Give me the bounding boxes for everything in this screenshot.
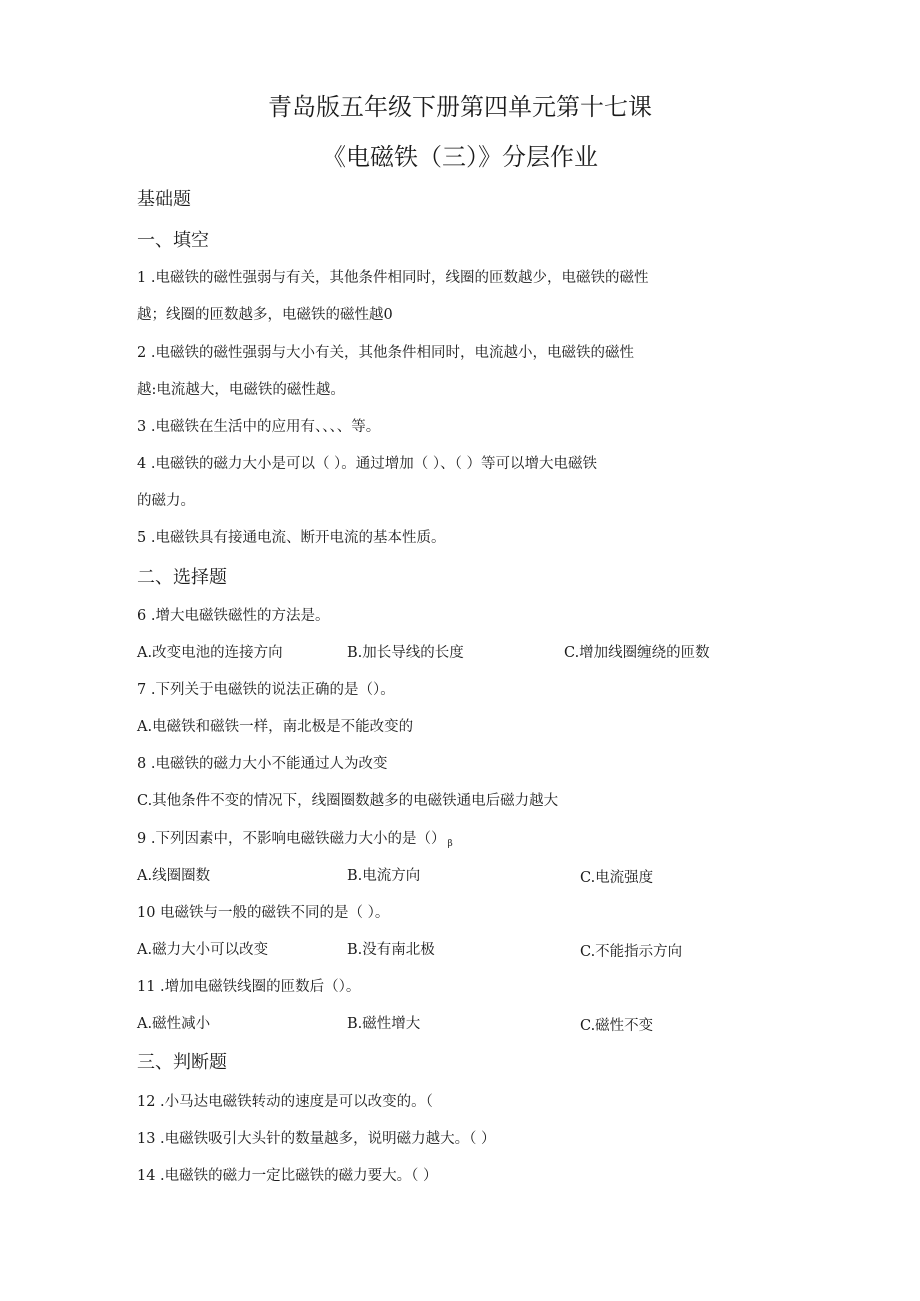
- section-judge-heading: 三、判断题: [137, 1052, 227, 1073]
- question-10-option-a: A.磁力大小可以改变: [137, 942, 269, 958]
- question-6-option-c: C.增加线圈缠绕的匝数: [564, 645, 710, 661]
- question-9-text: 9 .下列因素中，不影响电磁铁磁力大小的是（）: [137, 831, 446, 847]
- question-6-option-a: A.改变电池的连接方向: [137, 645, 283, 661]
- question-10-option-c: C.不能指示方向: [580, 944, 683, 960]
- question-7: 7 .下列关于电磁铁的说法正确的是（）。: [137, 682, 395, 698]
- question-14: 14 .电磁铁的磁力一定比磁铁的磁力要大。（ ）: [137, 1168, 438, 1184]
- question-6: 6 .增大电磁铁磁性的方法是。: [137, 608, 330, 624]
- question-8-option-c: C.其他条件不变的情况下，线圈圈数越多的电磁铁通电后磁力越大: [137, 793, 559, 809]
- question-2-line-2: 越:电流越大，电磁铁的磁性越。: [137, 382, 345, 398]
- question-9-mark: β: [447, 839, 453, 849]
- question-6-option-b: B.加长导线的长度: [347, 645, 464, 661]
- question-12: 12 .小马达电磁铁转动的速度是可以改变的。（: [137, 1094, 433, 1110]
- question-10: 10 电磁铁与一般的磁铁不同的是（ ）。: [137, 905, 390, 921]
- question-4-line-2: 的磁力。: [137, 493, 195, 509]
- page-subtitle: 《电磁铁（三）》分层作业: [322, 143, 598, 171]
- question-9-option-b: B.电流方向: [347, 868, 421, 884]
- question-11: 11 .增加电磁铁线圈的匝数后（）。: [137, 979, 361, 995]
- question-4-line-1: 4 .电磁铁的磁力大小是可以（ ）。通过增加（ ）、（ ）等可以增大电磁铁: [137, 456, 598, 472]
- question-2-line-1: 2 .电磁铁的磁性强弱与大小有关，其他条件相同时，电流越小，电磁铁的磁性: [137, 345, 634, 361]
- section-choice-heading: 二、选择题: [137, 567, 227, 588]
- question-3: 3 .电磁铁在生活中的应用有、、、、等。: [137, 419, 381, 435]
- question-10-option-b: B.没有南北极: [347, 942, 435, 958]
- question-9-option-c: C.电流强度: [580, 870, 654, 886]
- question-8: 8 .电磁铁的磁力大小不能通过人为改变: [137, 756, 388, 772]
- question-9-option-a: A.线圈圈数: [137, 868, 211, 884]
- question-7-option-a: A.电磁铁和磁铁一样，南北极是不能改变的: [137, 719, 414, 735]
- question-9: [137, 829, 453, 854]
- question-5: 5 .电磁铁具有接通电流、断开电流的基本性质。: [137, 530, 446, 546]
- question-11-option-b: B.磁性增大: [347, 1016, 421, 1032]
- question-1-line-1: 1 .电磁铁的磁性强弱与有关，其他条件相同时，线圈的匝数越少，电磁铁的磁性: [137, 270, 649, 286]
- section-fill-heading: 一、填空: [137, 230, 209, 251]
- question-1-line-2: 越；线圈的匝数越多，电磁铁的磁性越0: [137, 307, 393, 323]
- question-11-option-a: A.磁性减小: [137, 1016, 211, 1032]
- level-heading: 基础题: [137, 189, 191, 210]
- page-title: 青岛版五年级下册第四单元第十七课: [268, 93, 652, 121]
- question-13: 13 .电磁铁吸引大头针的数量越多，说明磁力越大。（ ）: [137, 1131, 496, 1147]
- question-11-option-c: C.磁性不变: [580, 1018, 654, 1034]
